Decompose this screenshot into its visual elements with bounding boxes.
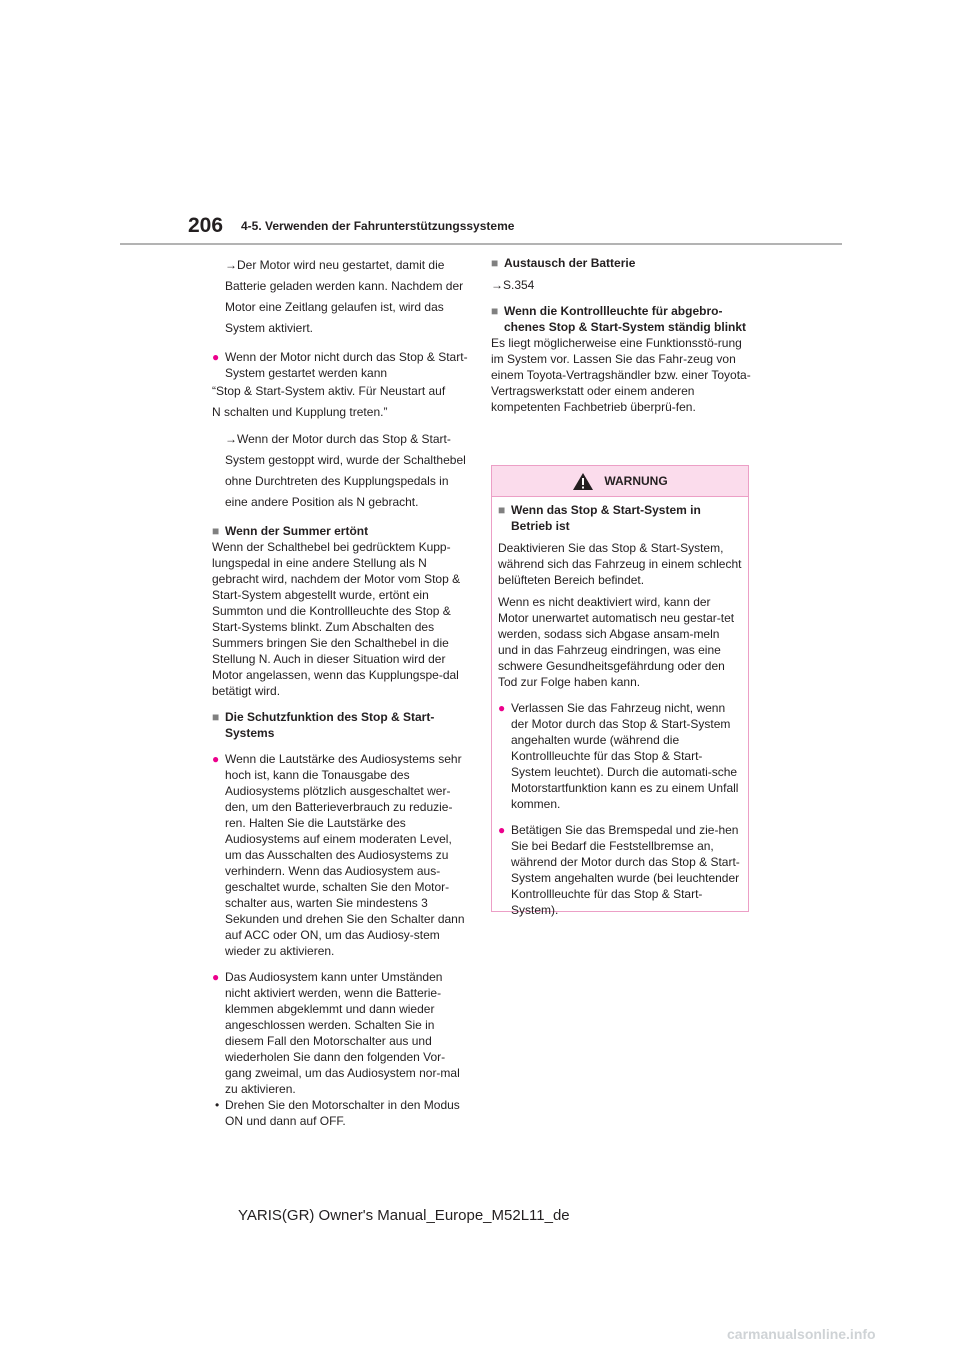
warning-bullet bbox=[498, 700, 742, 812]
text-line: →Wenn der Motor durch das Stop & Start- bbox=[225, 432, 451, 446]
square-bullet-icon: ■ bbox=[491, 256, 499, 270]
display-message bbox=[212, 381, 470, 423]
warning-label: WARNUNG bbox=[604, 474, 668, 488]
text-line: “Stop & Start-System aktiv. Für Neustart auf bbox=[212, 384, 446, 398]
bullet-text: Wenn der Motor nicht durch das Stop & Start-System gestartet werden kann bbox=[225, 350, 468, 380]
warning-paragraph: Wenn es nicht deaktiviert wird, kann der Motor unerwartet automatisch neu gestar-tet werden, sodass sich Abgase ansam-meln und in das Fahrzeug eindringen, was eine schwere Gesundheitsgefährdung oder den Tod zur Folge haben kann. bbox=[498, 595, 735, 689]
heading-batterie bbox=[491, 255, 753, 271]
text-line: →Der Motor wird neu gestartet, damit die bbox=[225, 258, 445, 272]
warning-paragraph: Deaktivieren Sie das Stop & Start-System, während sich das Fahrzeug in einem schlecht belüfteten Bereich befindet. bbox=[498, 541, 742, 587]
round-bullet-icon: ● bbox=[212, 350, 220, 364]
text-line: System gestoppt wird, wurde der Schalthebel bbox=[225, 453, 466, 467]
warning-body bbox=[492, 497, 748, 918]
bullet-item bbox=[212, 751, 470, 959]
text-line: Batterie geladen werden kann. Nachdem der bbox=[225, 279, 464, 293]
heading-summer bbox=[212, 523, 470, 539]
bullet-item bbox=[212, 349, 470, 381]
right-column bbox=[491, 255, 753, 415]
heading-kontrollleuchte bbox=[491, 303, 753, 335]
text-line: Motor eine Zeitlang gelaufen ist, wird das bbox=[225, 300, 444, 314]
square-bullet-icon: ■ bbox=[491, 304, 499, 318]
bullet-text: Verlassen Sie das Fahrzeug nicht, wenn der Motor durch das Stop & Start-System angehalten wurde (während die Kontrollleuchte für das Stop & Start-System leuchtet). Durch die automati-sche Motorstartfunktion kann es zu einem Unfall kommen. bbox=[511, 701, 739, 811]
square-bullet-icon: ■ bbox=[498, 503, 506, 517]
dash-text: Drehen Sie den Motorschalter in den Modus ON und dann auf OFF. bbox=[225, 1098, 460, 1128]
left-column bbox=[212, 255, 470, 1129]
kontrollleuchte-paragraph: Es liegt möglicherweise eine Funktionsstö-rung im System vor. Lassen Sie das Fahr-zeug von einem Toyota-Vertragshändler bzw. einer Toyota-Vertragswerkstatt oder einem anderen kompetenten Fachbetrieb überprü-fen. bbox=[491, 336, 751, 414]
summer-paragraph: Wenn der Schalthebel bei gedrücktem Kupp-lungspedal in eine andere Stellung als N gebracht wird, nachdem der Motor vom Stop & Start-System abgestellt wurde, ertönt ein Summton und die Kontrollleuchte des Stop & Start-Systems blinkt. Zum Abschalten des Summers bringen Sie den Schalthebel in die Stellung N. Auch in dieser Situation wird der Motor angelassen, wenn das Kupplungspe-dal betätigt wird. bbox=[212, 540, 461, 698]
header-rule bbox=[120, 243, 842, 245]
heading-text: Die Schutzfunktion des Stop & Start-Systems bbox=[225, 710, 435, 740]
warning-bullet bbox=[498, 822, 742, 918]
batterie-reference: →S.354 bbox=[491, 278, 535, 292]
round-bullet-icon: ● bbox=[212, 752, 220, 766]
square-bullet-icon: ■ bbox=[212, 524, 220, 538]
dash-item bbox=[212, 1097, 470, 1129]
manual-footer: YARIS(GR) Owner's Manual_Europe_M52L11_de bbox=[238, 1207, 570, 1224]
text-line: System aktiviert. bbox=[225, 321, 314, 335]
warning-box bbox=[491, 465, 749, 917]
square-bullet-icon: ■ bbox=[212, 710, 220, 724]
heading-text: Austausch der Batterie bbox=[504, 256, 636, 270]
heading-schutzfunktion bbox=[212, 709, 470, 741]
text-line: N schalten und Kupplung treten.” bbox=[212, 405, 388, 419]
round-bullet-icon: ● bbox=[498, 823, 506, 837]
watermark-link[interactable]: carmanualsonline.info bbox=[727, 1326, 876, 1342]
warning-heading bbox=[498, 502, 742, 534]
heading-text: Wenn die Kontrollleuchte für abgebro-chenes Stop & Start-System ständig blinkt bbox=[504, 304, 747, 334]
round-bullet-icon: ● bbox=[212, 970, 220, 984]
bullet-text: Das Audiosystem kann unter Umständen nicht aktiviert werden, wenn die Batterie-klemmen abgeklemmt und dann wieder angeschlossen werden. Schalten Sie in diesem Fall den Motorschalter aus und wiederholen Sie dann den folgenden Vor-gang zweimal, um das Audiosystem nor-mal zu aktivieren. bbox=[225, 970, 460, 1096]
heading-text: Wenn der Summer ertönt bbox=[225, 524, 369, 538]
bullet-item bbox=[212, 969, 470, 1097]
bullet-text: Betätigen Sie das Bremspedal und zie-hen Sie bei Bedarf die Feststellbremse an, während der Motor durch das Stop & Start-System angehalten wurde (bei leuchtender Kontrollleuchte für das Stop & Start-System). bbox=[511, 823, 740, 917]
dot-marker: • bbox=[215, 1098, 220, 1112]
round-bullet-icon: ● bbox=[498, 701, 506, 715]
gear-reference bbox=[212, 429, 470, 513]
restart-reference bbox=[212, 255, 470, 339]
text-line: eine andere Position als N gebracht. bbox=[225, 495, 419, 509]
warning-header bbox=[492, 466, 748, 497]
warning-triangle-icon bbox=[572, 472, 594, 491]
page-number: 206 bbox=[188, 214, 224, 237]
text-line: ohne Durchtreten des Kupplungspedals in bbox=[225, 474, 449, 488]
section-title: 4-5. Verwenden der Fahrunterstützungssysteme bbox=[241, 219, 515, 233]
heading-text: Wenn das Stop & Start-System in Betrieb ist bbox=[511, 503, 701, 533]
bullet-text: Wenn die Lautstärke des Audiosystems sehr hoch ist, kann die Tonausgabe des Audiosystems plötzlich ausgeschaltet wer-den, um den Batterieverbrauch zu reduzie-ren. Halten Sie die Lautstärke des Audiosystems auf einem moderaten Level, um das Ausschalten des Audiosystems zu verhindern. Wenn das Audiosystem aus-geschaltet wurde, schalten Sie den Motor-schalter aus, warten Sie mindestens 3 Sekunden und drehen Sie den Schalter dann auf ACC oder ON, um das Audiosy-stem wieder zu aktivieren. bbox=[225, 752, 465, 958]
